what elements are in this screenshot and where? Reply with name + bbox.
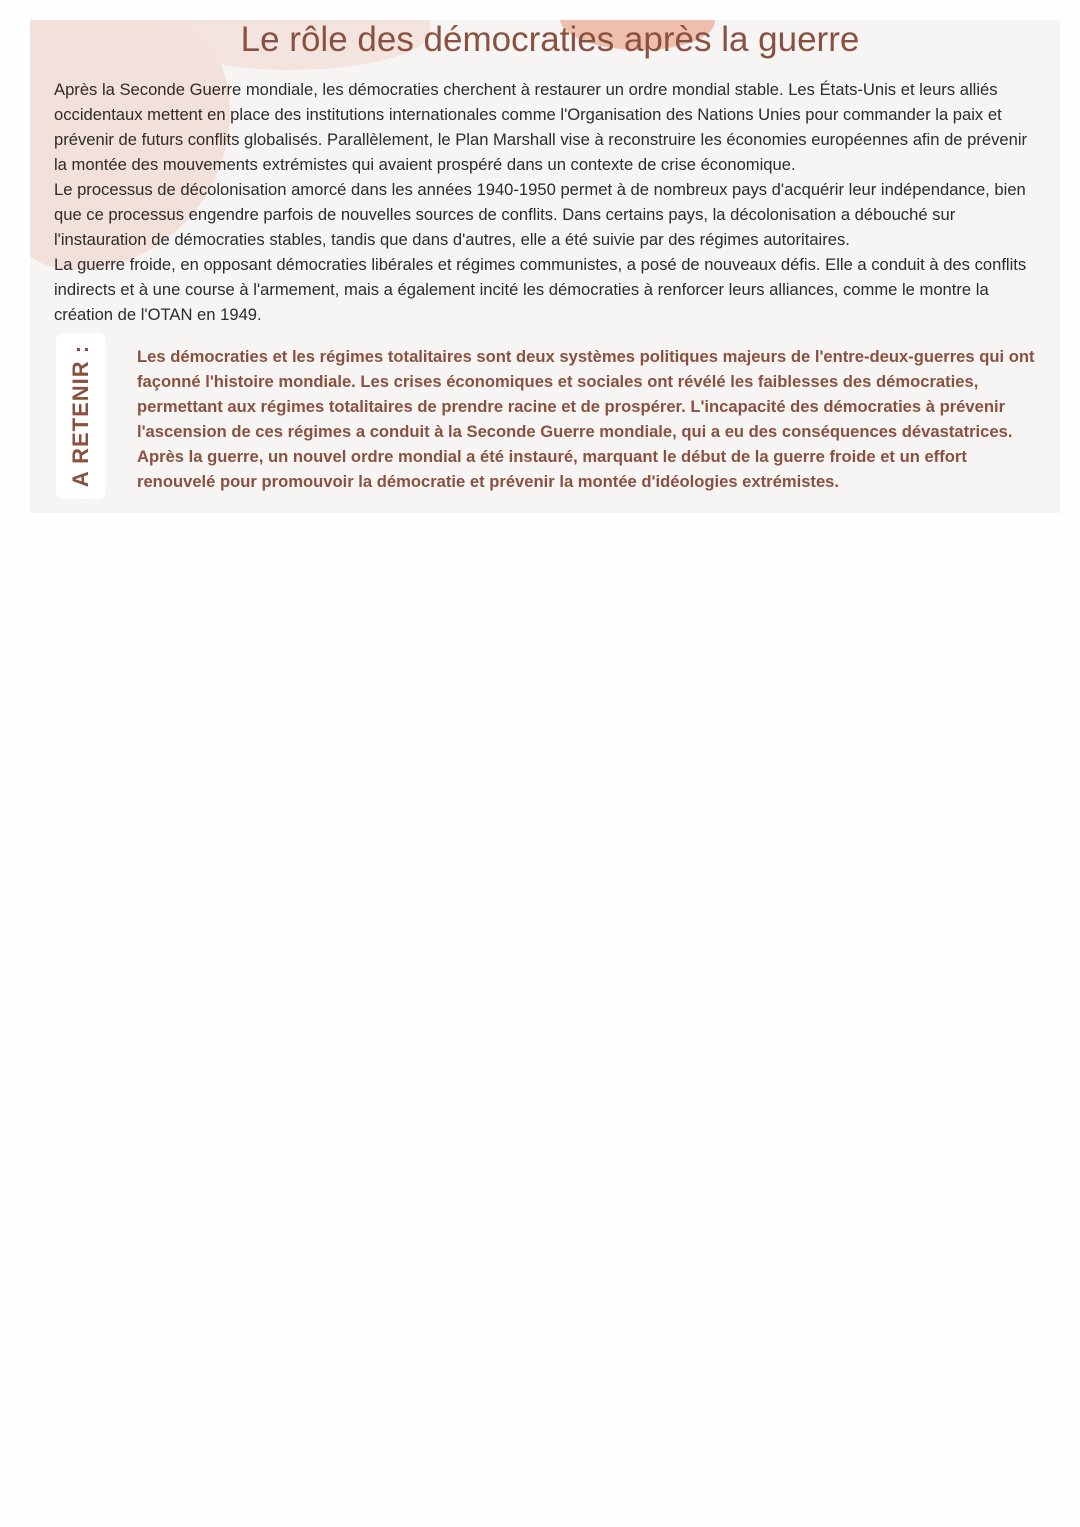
retenir-tab xyxy=(56,333,106,499)
content-card xyxy=(30,20,1060,513)
page-title: Le rôle des démocraties après la guerre xyxy=(240,20,860,59)
body-text xyxy=(54,77,1044,327)
paragraph-decolonisation: Le processus de décolonisation amorcé dans les années 1940-1950 permet à de nombreux pays d'acquérir leur indépendance, bien que ce processus engendre parfois de nouvelles sources de conflits. Dans certains pays, la décolonisation a débouché sur l'instauration de démocraties stables, tandis que dans d'autres, elle a été suivie par des régimes autoritaires. xyxy=(54,180,1026,249)
paragraph-reconstruction: Après la Seconde Guerre mondiale, les démocraties cherchent à restaurer un ordre mondial stable. Les États-Unis et leurs alliés occidentaux mettent en place des institutions internationales comme l'Organisation des Nations Unies pour commander la paix et prévenir de futurs conflits globalisés. Parallèlement, le Plan Marshall vise à reconstruire les économies européennes afin de prévenir la montée des mouvements extrémistes qui avaient prospéré dans un contexte de crise économique. xyxy=(54,80,1028,174)
paragraph-guerre-froide: La guerre froide, en opposant démocraties libérales et régimes communistes, a posé de nouveaux défis. Elle a conduit à des conflits indirects et à une course à l'armement, mais a également incité les démocraties à renforcer leurs alliances, comme le montre la création de l'OTAN en 1949. xyxy=(54,255,1027,324)
retenir-label: A RETENIR : xyxy=(68,344,93,488)
retenir-summary: Les démocraties et les régimes totalitaires sont deux systèmes politiques majeurs de l'entre-deux-guerres qui ont façonné l'histoire mondiale. Les crises économiques et sociales ont révélé les faiblesses des démocraties, permettant aux régimes totalitaires de prendre racine et de prospérer. L'incapacité des démocraties à prévenir l'ascension de ces régimes a conduit à la Seconde Guerre mondiale, qui a eu des conséquences dévastatrices. Après la guerre, un nouvel ordre mondial a été instauré, marquant le début de la guerre froide et un effort renouvelé pour promouvoir la démocratie et prévenir la montée d'idéologies extrémistes. xyxy=(137,347,1035,491)
